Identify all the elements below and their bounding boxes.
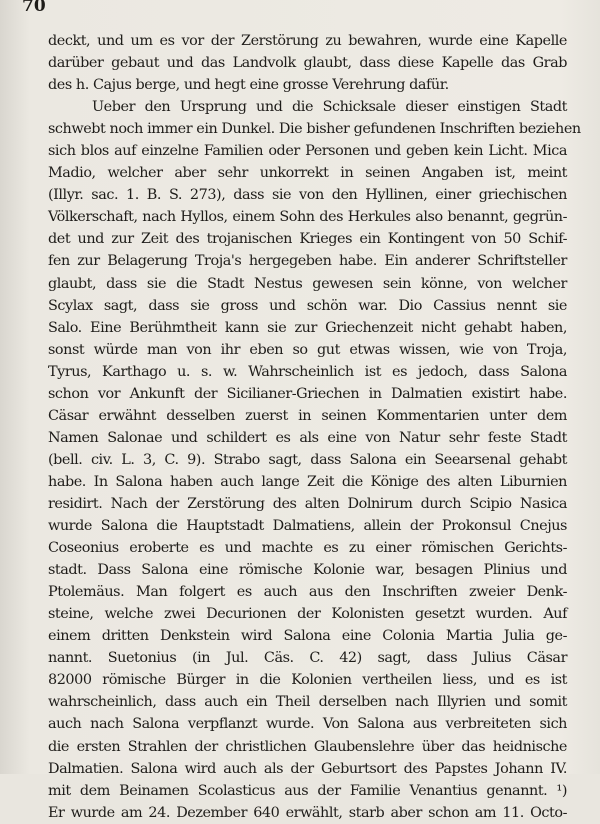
text-line: Coseonius eroberte es und machte es zu einer römischen Gerichts- — [48, 540, 567, 557]
text-line: schon vor Ankunft der Sicilianer-Griechen in Dalmatien existirt habe. — [48, 385, 567, 402]
text-line: Tyrus, Karthago u. s. w. Wahrscheinlich ist es jedoch, dass Salona — [48, 363, 567, 380]
text-line: (Illyr. sac. 1. B. S. 273), dass sie von den Hyllinen, einer griechischen — [48, 187, 567, 204]
text-line: Ptolemäus. Man folgert es auch aus den Inschriften zweier Denk- — [48, 584, 567, 601]
text-line: wahrscheinlich, dass auch ein Theil derselben nach Illyrien und somit — [48, 694, 567, 711]
text-line: des h. Cajus berge, und hegt eine grosse Verehrung dafür. — [48, 77, 449, 94]
text-line: sonst würde man von ihr eben so gut etwas wissen, wie von Troja, — [48, 341, 567, 358]
text-line: Ueber den Ursprung und die Schicksale dieser einstigen Stadt — [92, 99, 567, 116]
text-line: Scylax sagt, dass sie gross und schön war. Dio Cassius nennt sie — [48, 297, 567, 314]
text-line: 82000 römische Bürger in die Kolonien vertheilen liess, und es ist — [48, 672, 567, 689]
text-line: stadt. Dass Salona eine römische Kolonie war, besagen Plinius und — [48, 562, 567, 579]
page-number: 70 — [22, 0, 46, 16]
text-line: deckt, und um es vor der Zerstörung zu bewahren, wurde eine Kapelle — [48, 33, 567, 49]
text-line: wurde Salona die Hauptstadt Dalmatiens, allein der Prokonsul Cnejus — [48, 518, 567, 535]
text-line: habe. In Salona haben auch lange Zeit die Könige des alten Liburnien — [48, 473, 567, 490]
text-line: die ersten Strahlen der christlichen Glaubenslehre über das heidnische — [48, 738, 567, 755]
body-text — [48, 30, 581, 824]
text-line: residirt. Nach der Zerstörung des alten Dolnirum durch Scipio Nasica — [48, 495, 567, 512]
text-line: darüber gebaut und das Landvolk glaubt, dass diese Kapelle das Grab — [48, 55, 567, 72]
text-line: einem dritten Denkstein wird Salona eine Colonia Martia Julia ge- — [48, 628, 567, 645]
text-line: Madio, welcher aber sehr unkorrekt in seinen Angaben ist, meint — [48, 165, 567, 182]
text-line: sich blos auf einzelne Familien oder Personen und geben kein Licht. Mica — [48, 143, 567, 160]
text-line: mit dem Beinamen Scolasticus aus der Familie Venantius genannt. ¹) — [48, 782, 567, 799]
text-line: nannt. Suetonius (in Jul. Cäs. C. 42) sagt, dass Julius Cäsar — [48, 650, 567, 667]
text-line: Völkerschaft, nach Hyllos, einem Sohn des Herkules also benannt, gegrün- — [48, 209, 567, 226]
text-line: auch nach Salona verpflanzt wurde. Von Salona aus verbreiteten sich — [48, 716, 567, 733]
text-line: Er wurde am 24. Dezember 640 erwählt, starb aber schon am 11. Octo- — [48, 804, 567, 821]
text-line: fen zur Belagerung Troja's hergegeben habe. Ein anderer Schriftsteller — [48, 253, 567, 270]
text-line: det und zur Zeit des trojanischen Krieges ein Kontingent von 50 Schif- — [48, 231, 567, 248]
text-line: Dalmatien. Salona wird auch als der Geburtsort des Papstes Johann IV. — [48, 760, 567, 777]
text-line: Namen Salonae und schildert es als eine von Natur sehr feste Stadt — [48, 429, 567, 446]
text-line: schwebt noch immer ein Dunkel. Die bisher gefundenen Inschriften beziehen — [48, 121, 581, 138]
text-line: Cäsar erwähnt desselben zuerst in seinen Kommentarien unter dem — [48, 407, 567, 424]
text-line: glaubt, dass sie die Stadt Nestus gewesen sein könne, von welcher — [48, 275, 567, 292]
text-line: (bell. civ. L. 3, C. 9). Strabo sagt, dass Salona ein Seearsenal gehabt — [48, 451, 567, 468]
text-line: steine, welche zwei Decurionen der Kolonisten gesetzt wurden. Auf — [48, 606, 567, 623]
text-line: Salo. Eine Berühmtheit kann sie zur Griechenzeit nicht gehabt haben, — [48, 319, 567, 336]
